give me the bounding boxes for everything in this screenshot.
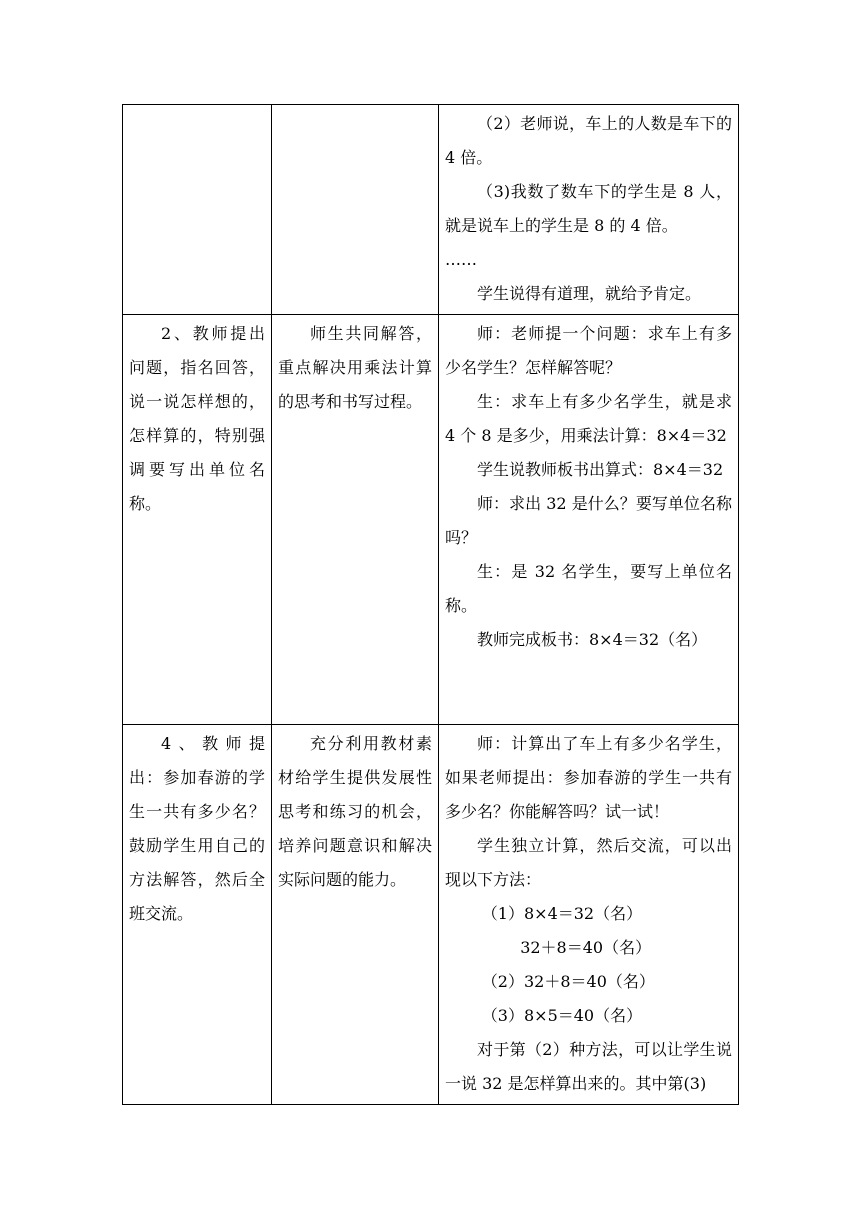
table-row xyxy=(123,725,739,1105)
student-activity-cell xyxy=(439,105,739,315)
teacher-activity-cell xyxy=(123,725,272,1105)
paragraph: 生：是 32 名学生，要写上单位名称。 xyxy=(445,562,732,615)
method-line: 32＋8＝40（名） xyxy=(520,938,652,957)
paragraph: （3)我数了数车下的学生是 8 人，就是说车上的学生是 8 的 4 倍。 xyxy=(445,182,732,235)
method-line: （1）8×4＝32（名） xyxy=(481,904,643,923)
paragraph: 生：求车上有多少名学生，就是求 4 个 8 是多少，用乘法计算：8×4＝32 xyxy=(445,392,732,445)
teacher-activity-cell xyxy=(123,315,272,725)
student-activity-cell xyxy=(439,315,739,725)
paragraph: 学生说得有道理，就给予肯定。 xyxy=(477,284,702,303)
method-line: （2）32＋8＝40（名） xyxy=(481,972,655,991)
paragraph: 学生说教师板书出算式：8×4＝32 xyxy=(477,460,724,479)
paragraph: 师：求出 32 是什么？要写单位名称吗？ xyxy=(445,494,732,547)
ellipsis-line: …… xyxy=(445,250,477,269)
table-row xyxy=(123,105,739,315)
method-line: （3）8×5＝40（名） xyxy=(481,1006,643,1025)
design-intent-cell xyxy=(272,315,439,725)
paragraph: 4、教师提出：参加春游的学生一共有多少名？鼓励学生用自己的方法解答，然后全班交流。 xyxy=(129,734,265,923)
teacher-activity-cell xyxy=(123,105,272,315)
paragraph: 教师完成板书：8×4＝32（名） xyxy=(477,630,708,649)
design-intent-cell xyxy=(272,725,439,1105)
design-intent-cell xyxy=(272,105,439,315)
paragraph: （2）老师说，车上的人数是车下的 4 倍。 xyxy=(445,114,732,167)
paragraph: 学生独立计算，然后交流，可以出现以下方法： xyxy=(445,836,732,889)
paragraph: 师：老师提一个问题：求车上有多少名学生？怎样解答呢？ xyxy=(445,324,732,377)
paragraph: 充分利用教材素材给学生提供发展性思考和练习的机会，培养问题意识和解决实际问题的能力。 xyxy=(278,734,432,889)
paragraph: 2、教师提出问题，指名回答，说一说怎样想的，怎样算的，特别强调要写出单位名称。 xyxy=(129,324,265,513)
paragraph: 对于第（2）种方法，可以让学生说一说 32 是怎样算出来的。其中第(3) xyxy=(445,1040,732,1093)
student-activity-cell xyxy=(439,725,739,1105)
paragraph: 师：计算出了车上有多少名学生，如果老师提出：参加春游的学生一共有多少名？你能解答吗？试一试！ xyxy=(445,734,732,821)
paragraph: 师生共同解答，重点解决用乘法计算的思考和书写过程。 xyxy=(278,324,432,411)
table-row xyxy=(123,315,739,725)
lesson-plan-table xyxy=(122,104,739,1105)
